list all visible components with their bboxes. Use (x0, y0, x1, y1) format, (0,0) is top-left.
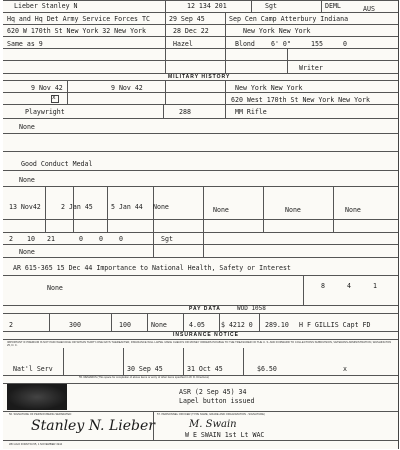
rule (165, 12, 166, 48)
mos-number-value: 288 (179, 108, 191, 116)
separation-place-value: Sep Cen Camp Atterbury Indiana (229, 15, 349, 23)
decorations-value: Good Conduct Medal (21, 160, 93, 168)
grammar-school-value: 8 (321, 282, 325, 290)
rule (3, 411, 398, 412)
rule (3, 24, 398, 25)
rule (153, 186, 154, 257)
wounds-value: None (19, 176, 35, 184)
continental-days-value: 21 (47, 235, 55, 243)
rule (251, 0, 252, 12)
rule (225, 104, 226, 118)
rule (3, 36, 398, 37)
form-footer: WD AGO FORM 53-55, 1 NOVEMBER 1944 (9, 443, 63, 446)
rule (225, 80, 226, 104)
rule (107, 186, 108, 232)
typhoid-date-value: 2 Jan 45 (61, 203, 93, 211)
rule (3, 118, 398, 119)
rule (259, 313, 260, 331)
rule (183, 348, 184, 375)
rule (243, 348, 244, 375)
rule (147, 313, 148, 331)
rule (165, 80, 166, 104)
induction-date-value: 9 Nov 42 (111, 84, 143, 92)
rule (3, 0, 398, 1)
enlistment-date-value: 9 Nov 42 (31, 84, 63, 92)
next-premium-due-value: 31 Oct 45 (187, 365, 223, 373)
mustering-out-total-value: 300 (69, 321, 81, 329)
smallpox-date-value: 13 Nov42 (9, 203, 41, 211)
pay-data-heading: PAY DATA (189, 306, 221, 312)
height-value: 6' 0" (271, 40, 291, 48)
rule (321, 0, 322, 12)
entry-place-value: New York New York (235, 84, 303, 92)
departure-date-value: None (213, 206, 229, 214)
entry-address-value: 620 West 170th St New York New York (231, 96, 370, 104)
remarks-line-1: ASR (2 Sep 45) 34 (179, 388, 247, 396)
separation-document (3, 0, 399, 449)
rule (3, 244, 398, 245)
highest-grade-value: Sgt (161, 235, 173, 243)
foreign-days-value: 0 (119, 235, 123, 243)
arm-service-value: DEML (325, 2, 341, 10)
rule (3, 232, 398, 233)
birth-date-value: 28 Dec 22 (173, 27, 209, 35)
officer-name-value: W E SWAIN 1st Lt WAC (185, 431, 265, 439)
rule (3, 170, 398, 171)
rule (287, 48, 288, 73)
civilian-occupation-value: Writer (299, 64, 323, 72)
employment-address-value: Same as 9 (7, 40, 43, 48)
allotment-discontinued-value: 30 Sep 45 (127, 365, 163, 373)
rule (63, 348, 64, 375)
rule (111, 313, 112, 331)
military-history-heading: MILITARY HISTORY (168, 74, 231, 80)
name-value: Lieber Stanley N (14, 2, 78, 10)
longevity-years-value: 2 (9, 321, 13, 329)
rule (3, 48, 398, 49)
rule (3, 12, 398, 13)
continental-months-value: 10 (27, 235, 35, 243)
rule (3, 92, 398, 93)
officer-signature: M. Swain (189, 419, 237, 430)
insurance-kind-value: Nat'l Serv (13, 365, 53, 373)
other-immunization-value: None (153, 203, 169, 211)
rule (3, 440, 398, 441)
rule (183, 313, 184, 331)
mailing-address-value: 620 W 170th St New York 32 New York (7, 27, 146, 35)
rule (3, 339, 398, 340)
rule (225, 48, 226, 73)
college-value: 1 (373, 282, 377, 290)
separation-date-value: 29 Sep 45 (169, 15, 205, 23)
total-amount-value: $ 4212 0 (221, 321, 253, 329)
insurance-notice-text: IMPORTANT IF PREMIUM IS NOT PAID WHEN DUE OR WITHIN THIRTY-ONE DAYS THEREAFTER, INSURANCE WILL LAPSE. MAKE CHECKS OR MONEY ORDERS PAYABLE TO THE TREASURER OF THE U. S. AND FORWARD TO COLLECTIONS SUBDIVISION, VETERANS ADMINISTRATION, WASHINGTON 25, D. C. (7, 341, 392, 347)
tetanus-date-value: 5 Jan 44 (111, 203, 143, 211)
travel-pay-value: 4.05 (189, 321, 205, 329)
insurance-intention-mark: x (343, 365, 347, 373)
rule (49, 313, 50, 331)
rule (3, 186, 398, 187)
thumbprint-photo (7, 384, 67, 410)
qualification-value: MM Rifle (235, 108, 267, 116)
prior-service-value: None (19, 248, 35, 256)
organization-value: Hq and Hq Det Army Service Forces TC (7, 15, 150, 23)
military-specialty-value: Playwright (25, 108, 65, 116)
component-value: AUS (363, 5, 375, 13)
rule (3, 104, 398, 105)
rule (165, 0, 166, 12)
selective-service-mark: x (52, 94, 56, 101)
rule (263, 186, 264, 232)
remarks-label: 55. REMARKS (This space for completion of above items or entry of other items specified in W. D. Directives) (79, 376, 210, 379)
continental-years-value: 2 (9, 235, 13, 243)
amount-paid-value: 289.10 (265, 321, 289, 329)
weight-value: 155 (311, 40, 323, 48)
rule (163, 104, 164, 118)
rule (333, 186, 334, 232)
birth-place-value: New York New York (243, 27, 311, 35)
reason-separation-value: AR 615-365 15 Dec 44 Importance to National Health, Safety or Interest (13, 264, 291, 272)
rule (3, 151, 398, 152)
hair-value: Blond (235, 40, 255, 48)
service-schools-value: None (47, 284, 63, 292)
rule (3, 133, 398, 134)
high-school-value: 4 (347, 282, 351, 290)
grade-value: Sgt (265, 2, 277, 10)
rule (3, 275, 398, 276)
destination-value: None (285, 206, 301, 214)
soldier-signature: Stanley N. Lieber (31, 418, 155, 434)
rule (3, 60, 398, 61)
officer-signature-label: 57. PERSONNEL OFFICER (TYPE NAME, GRADE AND ORGANIZATION - SIGNATURE) (157, 413, 265, 416)
rule (303, 275, 304, 305)
rule (3, 80, 398, 81)
remarks-line-2: Lapel button issued (179, 397, 255, 405)
battles-value: None (19, 123, 35, 131)
pay-stamp: WOD 1058 (237, 305, 266, 312)
rule (165, 48, 166, 73)
rule (123, 348, 124, 375)
foreign-years-value: 0 (79, 235, 83, 243)
serial-number-value: 12 134 201 (187, 2, 227, 10)
insurance-heading: INSURANCE NOTICE (173, 332, 240, 338)
premium-amount-value: $6.50 (257, 365, 277, 373)
disbursing-officer-value: H F GILLIS Capt FD (299, 321, 371, 329)
rule (3, 313, 398, 314)
rule (3, 257, 398, 258)
rule (219, 313, 220, 331)
dependents-value: 0 (343, 40, 347, 48)
mustering-out-paid-value: 100 (119, 321, 131, 329)
arrival-date-value: None (345, 206, 361, 214)
rule (67, 80, 68, 104)
rule (203, 186, 204, 257)
foreign-months-value: 0 (99, 235, 103, 243)
rule (45, 186, 46, 232)
soldier-deposits-value: None (151, 321, 167, 329)
eyes-value: Hazel (173, 40, 193, 48)
soldier-signature-label: 56. SIGNATURE OF PERSON BEING SEPARATED (9, 413, 72, 416)
rule (3, 219, 398, 220)
rule (225, 12, 226, 48)
